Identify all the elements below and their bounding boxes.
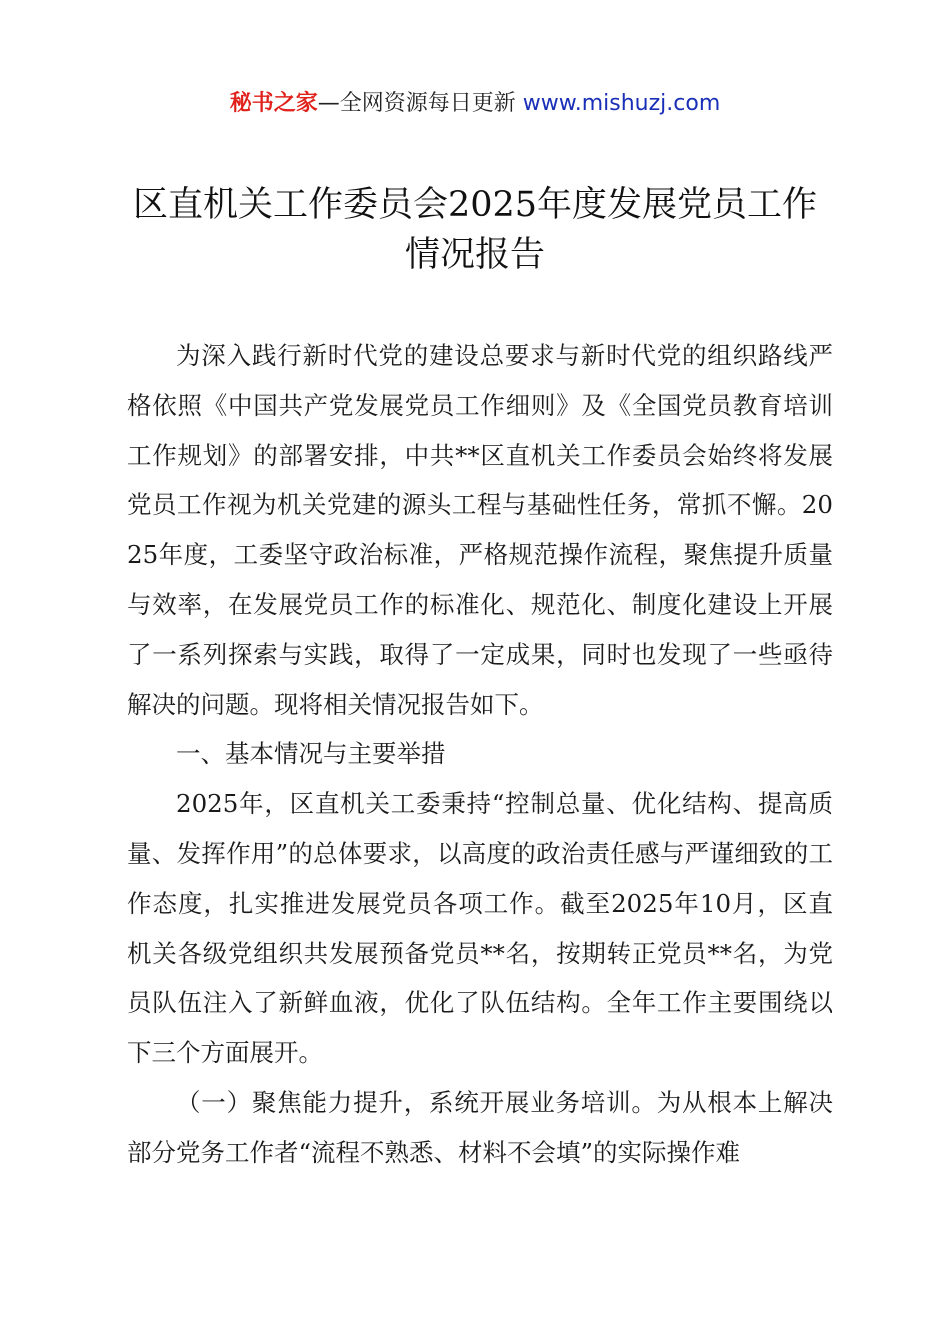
intro-paragraph: 为深入践行新时代党的建设总要求与新时代党的组织路线严格依照《中国共产党发展党员工作细则》及《全国党员教育培训工作规划》的部署安排，中共**区直机关工作委员会始终将发展党员工作视为机关党建的源头工程与基础性任务，常抓不懈。2025年度，工委坚守政治标准，严格规范操作流程，聚焦提升质量与效率，在发展党员工作的标准化、规范化、制度化建设上开展了一系列探索与实践，取得了一定成果，同时也发现了一些亟待解决的问题。现将相关情况报告如下。 [127,341,833,719]
subsection-paragraph-1: （一）聚焦能力提升，系统开展业务培训。为从根本上解决部分党务工作者“流程不熟悉、材料不会填”的实际操作难 [127,1087,833,1167]
site-header [0,88,950,120]
section-heading-1: 一、基本情况与主要举措 [176,739,446,769]
header-tagline: —全网资源每日更新 [317,91,523,116]
title-line-2: 情况报告 [404,235,545,275]
site-url-link[interactable]: www.mishuzj.com [522,91,721,116]
document-body [127,331,833,1178]
document-title [100,180,850,280]
overview-paragraph: 2025年，区直机关工委秉持“控制总量、优化结构、提高质量、发挥作用”的总体要求，以高度的政治责任感与严谨细致的工作态度，扎实推进发展党员各项工作。截至2025年10月，区直机关各级党组织共发展预备党员**名，按期转正党员**名，为党员队伍注入了新鲜血液，优化了队伍结构。全年工作主要围绕以下三个方面展开。 [127,789,833,1068]
brand-name: 秘书之家 [229,91,318,116]
title-line-1: 区直机关工作委员会2025年度发展党员工作 [132,185,818,225]
